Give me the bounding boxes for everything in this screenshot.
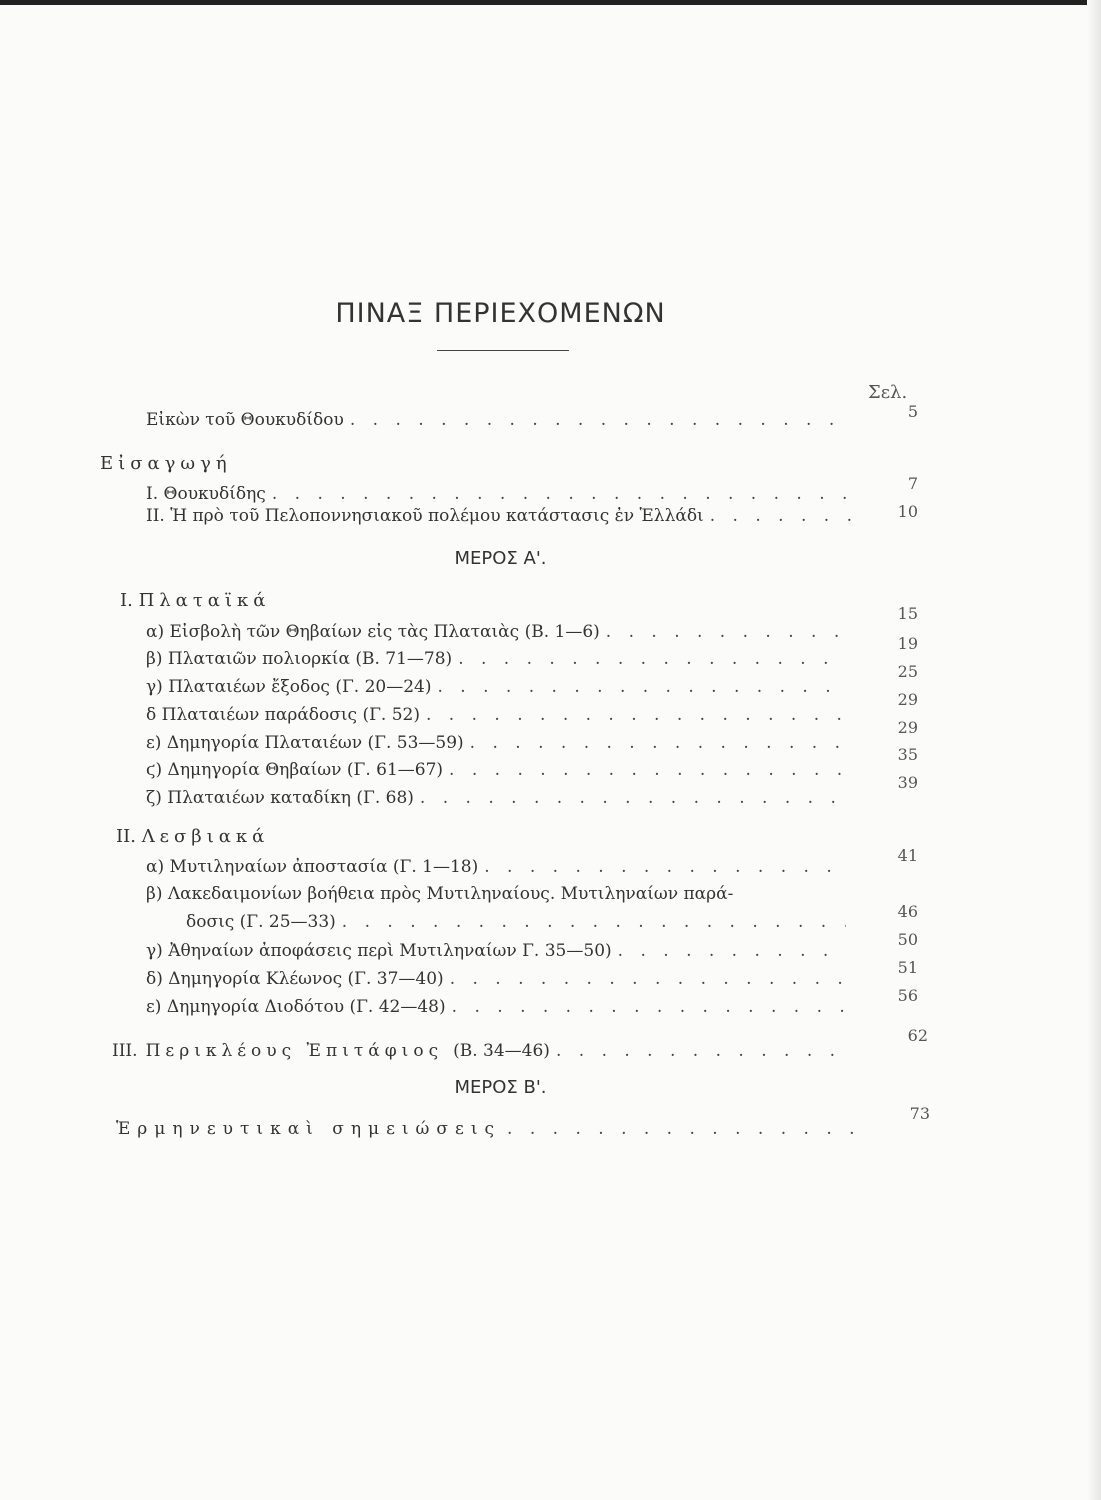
- toc-entry-label: I. Θουκυδίδης: [146, 484, 266, 504]
- leader-dots: [420, 788, 846, 808]
- leader-dots: [484, 857, 846, 877]
- toc-entry-label: ε) Δημηγορία Πλαταιέων (Γ. 53—59): [146, 733, 464, 753]
- toc-entry-label: γ) Πλαταιέων ἔξοδος (Γ. 20—24): [146, 677, 432, 697]
- toc-entry: [116, 1119, 856, 1139]
- section-title: Λεσβιακά: [141, 826, 270, 847]
- toc-page-number: 56: [897, 986, 918, 1005]
- toc-entry: [146, 484, 846, 504]
- scan-edge: [0, 0, 1101, 5]
- toc-entry-label: ζ) Πλαταιέων καταδίκη (Γ. 68): [146, 788, 414, 808]
- toc-entry: [146, 788, 846, 808]
- toc-entry-label: β) Λακεδαιμονίων βοήθεια πρὸς Μυτιληναίους. Μυτιληναίων παρά-: [146, 884, 734, 904]
- leader-dots: [426, 705, 846, 725]
- leader-dots: [710, 506, 866, 526]
- toc-page-number: 29: [897, 690, 918, 709]
- leader-dots: [470, 733, 846, 753]
- leader-dots: [437, 677, 846, 697]
- toc-entry-reference: (Β. 34—46): [453, 1041, 550, 1061]
- leader-dots: [450, 969, 846, 989]
- toc-page-number: 62: [907, 1026, 928, 1045]
- leader-dots: [507, 1119, 856, 1139]
- toc-page-number: 39: [897, 773, 918, 792]
- toc-entry: [146, 649, 846, 669]
- toc-entry-label: ε) Δημηγορία Διοδότου (Γ. 42—48): [146, 997, 446, 1017]
- toc-entry-label: Εἰκὼν τοῦ Θουκυδίδου: [146, 410, 344, 430]
- section-number: I.: [120, 590, 133, 611]
- leader-dots: [452, 997, 846, 1017]
- toc-entry-label: Περικλέους Ἐπιτάφιος: [145, 1041, 444, 1061]
- toc-page-number: 29: [897, 718, 918, 737]
- section-heading: [120, 590, 270, 611]
- toc-entry: [146, 760, 846, 780]
- leader-dots: [272, 484, 846, 504]
- part-heading: ΜΕΡΟΣ Β'.: [454, 1077, 547, 1098]
- toc-entry-label: II. Ἡ πρὸ τοῦ Πελοποννησιακοῦ πολέμου κατάστασις ἐν Ἑλλάδι: [146, 506, 704, 526]
- toc-entry: [146, 705, 846, 725]
- leader-dots: [556, 1041, 852, 1061]
- toc-entry: [146, 677, 846, 697]
- section-number: II.: [116, 826, 136, 847]
- leader-dots: [606, 622, 846, 642]
- toc-page-number: 35: [897, 745, 918, 764]
- toc-page-number: 51: [897, 958, 918, 977]
- toc-entry: [146, 506, 866, 526]
- toc-entry: [146, 884, 866, 904]
- leader-dots: [618, 941, 846, 961]
- toc-page-number: 73: [909, 1104, 930, 1123]
- toc-page-number: 5: [907, 402, 918, 421]
- toc-page-number: 7: [907, 474, 918, 493]
- title-rule: [437, 350, 569, 351]
- toc-entry-label: γ) Ἀθηναίων ἀποφάσεις περὶ Μυτιληναίων Γ. 35—50): [146, 941, 612, 961]
- toc-entry: [146, 969, 846, 989]
- page-title: ΠΙΝΑΞ ΠΕΡΙΕΧΟΜΕΝΩΝ: [335, 298, 666, 329]
- toc-entry-label: δ Πλαταιέων παράδοσις (Γ. 52): [146, 705, 420, 725]
- section-heading: [116, 826, 269, 847]
- toc-entry-label: δοσις (Γ. 25—33): [186, 912, 336, 932]
- toc-entry-continuation: [186, 912, 846, 932]
- section-title: Πλαταϊκά: [138, 590, 271, 611]
- toc-page-number: 25: [897, 662, 918, 681]
- leader-dots: [449, 760, 846, 780]
- toc-entry-label: β) Πλαταιῶν πολιορκία (Β. 71—78): [146, 649, 453, 669]
- toc-entry: [146, 410, 846, 430]
- toc-page-number: 19: [897, 634, 918, 653]
- page-shadow: [1087, 0, 1101, 1500]
- toc-entry: [146, 622, 846, 642]
- toc-page-number: 41: [897, 846, 918, 865]
- toc-page-number: 46: [897, 902, 918, 921]
- section-heading: Εἰσαγωγή: [100, 453, 232, 474]
- toc-entry-label: ϛ) Δημηγορία Θηβαίων (Γ. 61—67): [146, 760, 444, 780]
- leader-dots: [342, 912, 846, 932]
- toc-entry-label: α) Εἰσβολὴ τῶν Θηβαίων εἰς τὰς Πλαταιὰς (Β. 1—6): [146, 622, 600, 642]
- toc-entry-label: Ἑρμηνευτικαὶ σημειώσεις: [116, 1119, 502, 1139]
- part-heading: ΜΕΡΟΣ Α'.: [454, 548, 547, 569]
- toc-entry: [146, 941, 846, 961]
- toc-entry: [112, 1041, 852, 1061]
- toc-entry: [146, 733, 846, 753]
- toc-entry-label: δ) Δημηγορία Κλέωνος (Γ. 37—40): [146, 969, 444, 989]
- leader-dots: [350, 410, 846, 430]
- leader-dots: [458, 649, 846, 669]
- toc-page-number: 15: [897, 604, 918, 623]
- toc-entry-number: III.: [112, 1041, 138, 1061]
- toc-entry: [146, 857, 846, 877]
- toc-page-number: 10: [897, 502, 918, 521]
- toc-entry-label: α) Μυτιληναίων ἀποστασία (Γ. 1—18): [146, 857, 479, 877]
- toc-page-number: 50: [897, 930, 918, 949]
- toc-entry: [146, 997, 846, 1017]
- page-column-header: Σελ.: [868, 382, 908, 403]
